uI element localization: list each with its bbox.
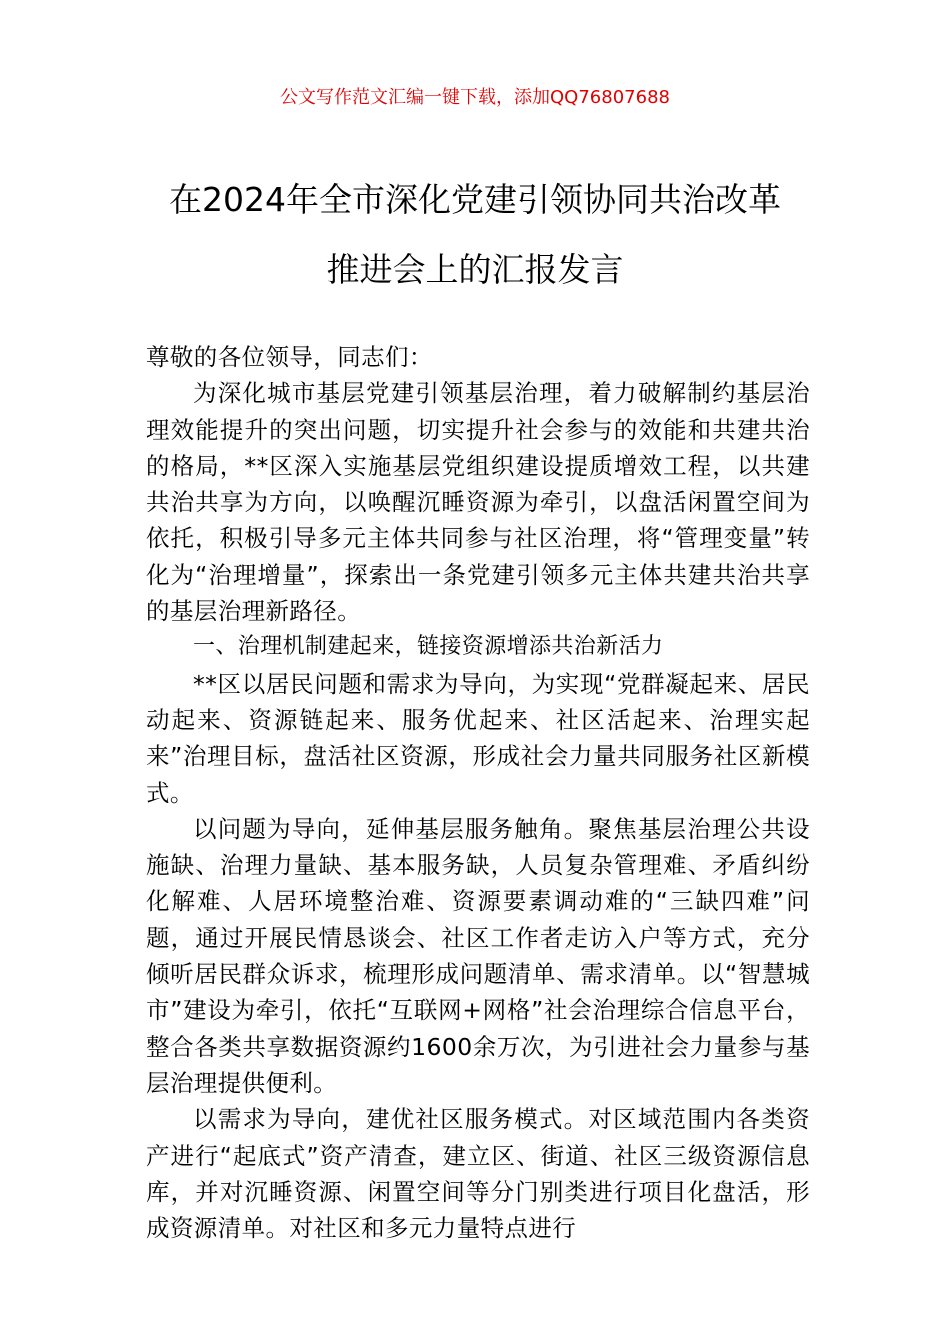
paragraph-section1-intro: **区以居民问题和需求为导向，为实现“党群凝起来、居民动起来、资源链起来、服务优起来、社区活起来、治理实起来”治理目标，盘活社区资源，形成社会力量共同服务社区新模式。 <box>146 669 810 807</box>
paragraph-intro: 为深化城市基层党建引领基层治理，着力破解制约基层治理效能提升的突出问题，切实提升社会参与的效能和共建共治的格局，**区深入实施基层党组织建设提质增效工程，以共建共治共享为方向，以唤醒沉睡资源为牵引，以盘活闲置空间为依托，积极引导多元主体共同参与社区治理，将“管理变量”转化为“治理增量”，探索出一条党建引领多元主体共建共治共享的基层治理新路径。 <box>146 379 810 626</box>
document-body <box>146 339 810 1246</box>
section-heading-1: 一、治理机制建起来，链接资源增添共治新活力 <box>193 634 664 660</box>
document-title-line-1: 在2024年全市深化党建引领协同共治改革 <box>169 180 781 219</box>
paragraph-demand-oriented: 以需求为导向，建优社区服务模式。对区域范围内各类资产进行“起底式”资产清查，建立区、街道、社区三级资源信息库，并对沉睡资源、闲置空间等分门别类进行项目化盘活，形成资源清单。对社区和多元力量特点进行 <box>146 1105 810 1243</box>
paragraph-problem-oriented: 以问题为导向，延伸基层服务触角。聚焦基层治理公共设施缺、治理力量缺、基本服务缺，人员复杂管理难、矛盾纠纷化解难、人居环境整治难、资源要素调动难的“三缺四难”问题，通过开展民情恳谈会、社区工作者走访入户等方式，充分倾听居民群众诉求，梳理形成问题清单、需求清单。以“智慧城市”建设为牵引，依托“互联网+网格”社会治理综合信息平台，整合各类共享数据资源约1600余万次，为引进社会力量参与基层治理提供便利。 <box>146 814 810 1097</box>
document-title-line-2: 推进会上的汇报发言 <box>326 250 624 289</box>
download-promo-note: 公文写作范文汇编一键下载，添加QQ76807688 <box>280 87 670 108</box>
salutation: 尊敬的各位领导，同志们： <box>146 343 433 371</box>
